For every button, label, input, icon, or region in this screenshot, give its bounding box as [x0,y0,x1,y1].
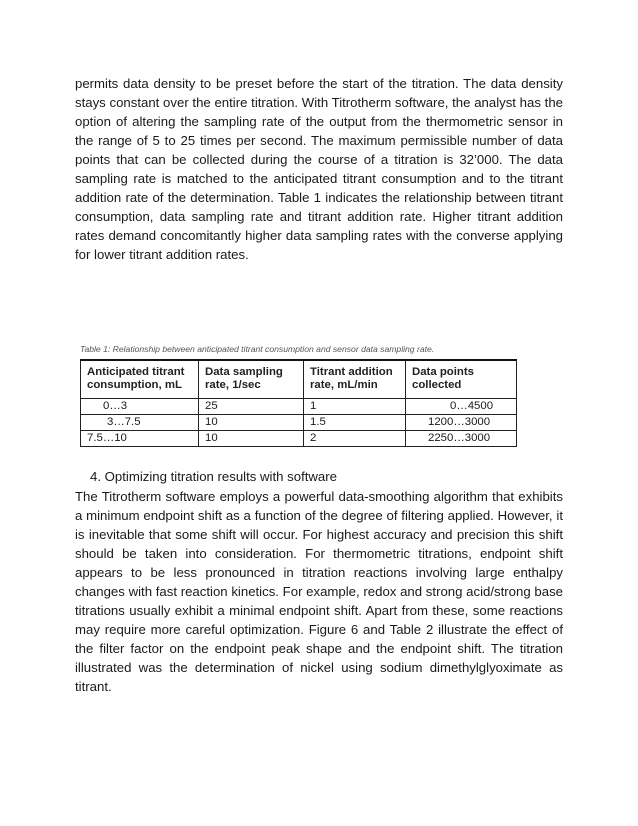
table-1-caption: Table 1: Relationship between anticipated titrant consumption and sensor data sampling rate. [80,344,435,354]
header-anticipated-titrant: Anticipated titrant consumption, mL [81,360,199,399]
cell-consumption: 7.5…10 [81,431,199,447]
body-paragraph-data-density: permits data density to be preset before the start of the titration. The data density stays constant over the entire titration. With Titrotherm software, the analyst has the option of altering the sampling rate of the output from the thermometric sensor in the range of 5 to 25 times per second. The maximum permissible number of data points that can be collected during the course of a titration is 32’000. The data sampling rate is matched to the anticipated titrant consumption and to the titrant addition rate of the determination. Table 1 indicates the relationship between titrant consumption, data sampling rate and titrant addition rate. Higher titrant addition rates demand concomitantly higher data sampling rates with the converse applying for lower titrant addition rates. [75,76,563,262]
cell-sampling-rate: 25 [199,399,304,415]
cell-addition-rate: 1 [304,399,406,415]
cell-data-points: 0…4500 [406,399,517,415]
cell-sampling-rate: 10 [199,431,304,447]
header-data-sampling-rate: Data sampling rate, 1/sec [199,360,304,399]
cell-addition-rate: 2 [304,431,406,447]
cell-addition-rate: 1.5 [304,415,406,431]
table-1 [80,359,517,447]
body-paragraph-section-4: The Titrotherm software employs a powerful data-smoothing algorithm that exhibits a minimum endpoint shift as a function of the degree of filtering applied. However, it is inevitable that some shift will occur. For highest accuracy and precision this shift should be taken into consideration. For thermometric titrations, endpoint shift appears to be less pronounced in titration reactions involving large enthalpy changes with fast reaction kinetics. For example, redox and strong acid/strong base titrations usually exhibit a minimal endpoint shift. Apart from these, some reactions may require more careful optimization. Figure 6 and Table 2 illustrate the effect of the filter factor on the endpoint peak shape and the endpoint shift. The titration illustrated was the determination of nickel using sodium dimethylglyoximate as titrant. [75,489,563,694]
header-data-points-collected: Data points collected [406,360,517,399]
cell-data-points: 1200…3000 [406,415,517,431]
section-4-heading: 4. Optimizing titration results with software [90,469,337,484]
cell-sampling-rate: 10 [199,415,304,431]
table-row [81,431,517,447]
relationship-table [80,359,517,447]
cell-data-points: 2250…3000 [406,431,517,447]
table-row [81,399,517,415]
table-row [81,415,517,431]
table-header-row [81,360,517,399]
header-titrant-addition-rate: Titrant addition rate, mL/min [304,360,406,399]
cell-consumption: 3…7.5 [81,415,199,431]
cell-consumption: 0…3 [81,399,199,415]
